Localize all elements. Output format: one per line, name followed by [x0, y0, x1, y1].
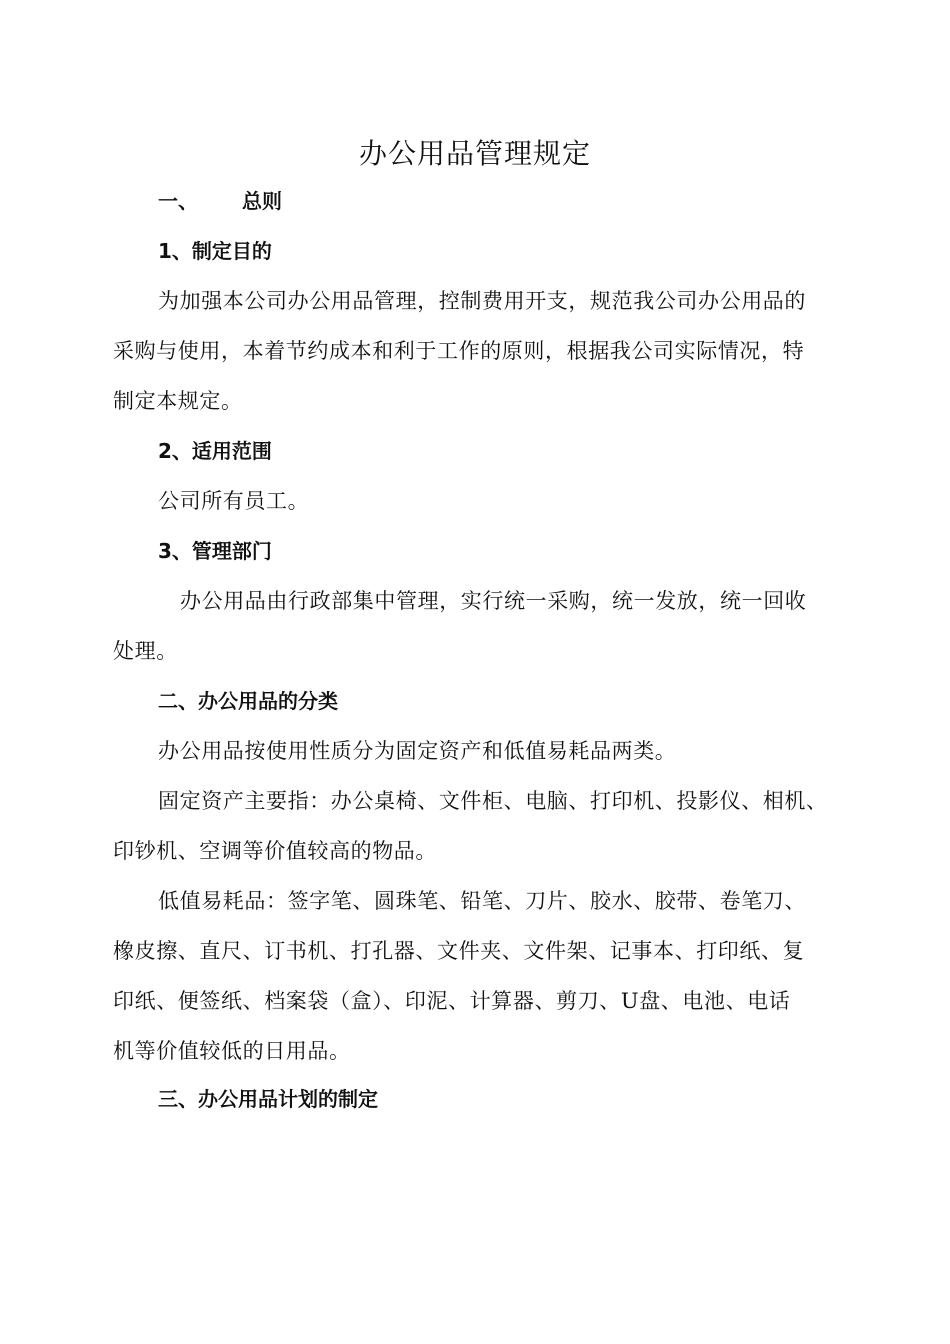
section-2-heading: 二、办公用品的分类: [158, 689, 338, 713]
paragraph-line: 处理。: [113, 639, 178, 663]
subsection-1-heading: 1、制定目的: [158, 239, 272, 263]
subsection-3-heading: 3、管理部门: [158, 539, 272, 563]
paragraph-line: 办公用品由行政部集中管理，实行统一采购，统一发放，统一回收: [180, 589, 807, 613]
paragraph-line: 制定本规定。: [113, 389, 243, 413]
paragraph-line: 橡皮擦、直尺、订书机、打孔器、文件夹、文件架、记事本、打印纸、复: [113, 939, 805, 963]
paragraph-line: 为加强本公司办公用品管理，控制费用开支，规范我公司办公用品的: [158, 289, 806, 313]
section-1-heading: [158, 186, 282, 216]
paragraph-line: 印钞机、空调等价值较高的物品。: [113, 839, 437, 863]
section-1-label: 总则: [242, 189, 282, 213]
paragraph-line: 机等价值较低的日用品。: [113, 1039, 351, 1063]
section-1-number: 一、: [158, 189, 198, 213]
paragraph-line: 低值易耗品：签字笔、圆珠笔、铅笔、刀片、胶水、胶带、卷笔刀、: [158, 889, 806, 913]
paragraph-line: 公司所有员工。: [158, 489, 310, 513]
section-3-heading: 三、办公用品计划的制定: [158, 1087, 378, 1111]
paragraph-line: 办公用品按使用性质分为固定资产和低值易耗品两类。: [158, 739, 677, 763]
paragraph-line: 固定资产主要指：办公桌椅、文件柜、电脑、打印机、投影仪、相机、: [158, 789, 828, 813]
paragraph-line: 采购与使用，本着节约成本和利于工作的原则，根据我公司实际情况，特: [113, 339, 805, 363]
document-title: 办公用品管理规定: [358, 137, 591, 170]
subsection-2-heading: 2、适用范围: [158, 439, 272, 463]
paragraph-line: 印纸、便签纸、档案袋（盒）、印泥、计算器、剪刀、U盘、电池、电话: [113, 989, 791, 1013]
